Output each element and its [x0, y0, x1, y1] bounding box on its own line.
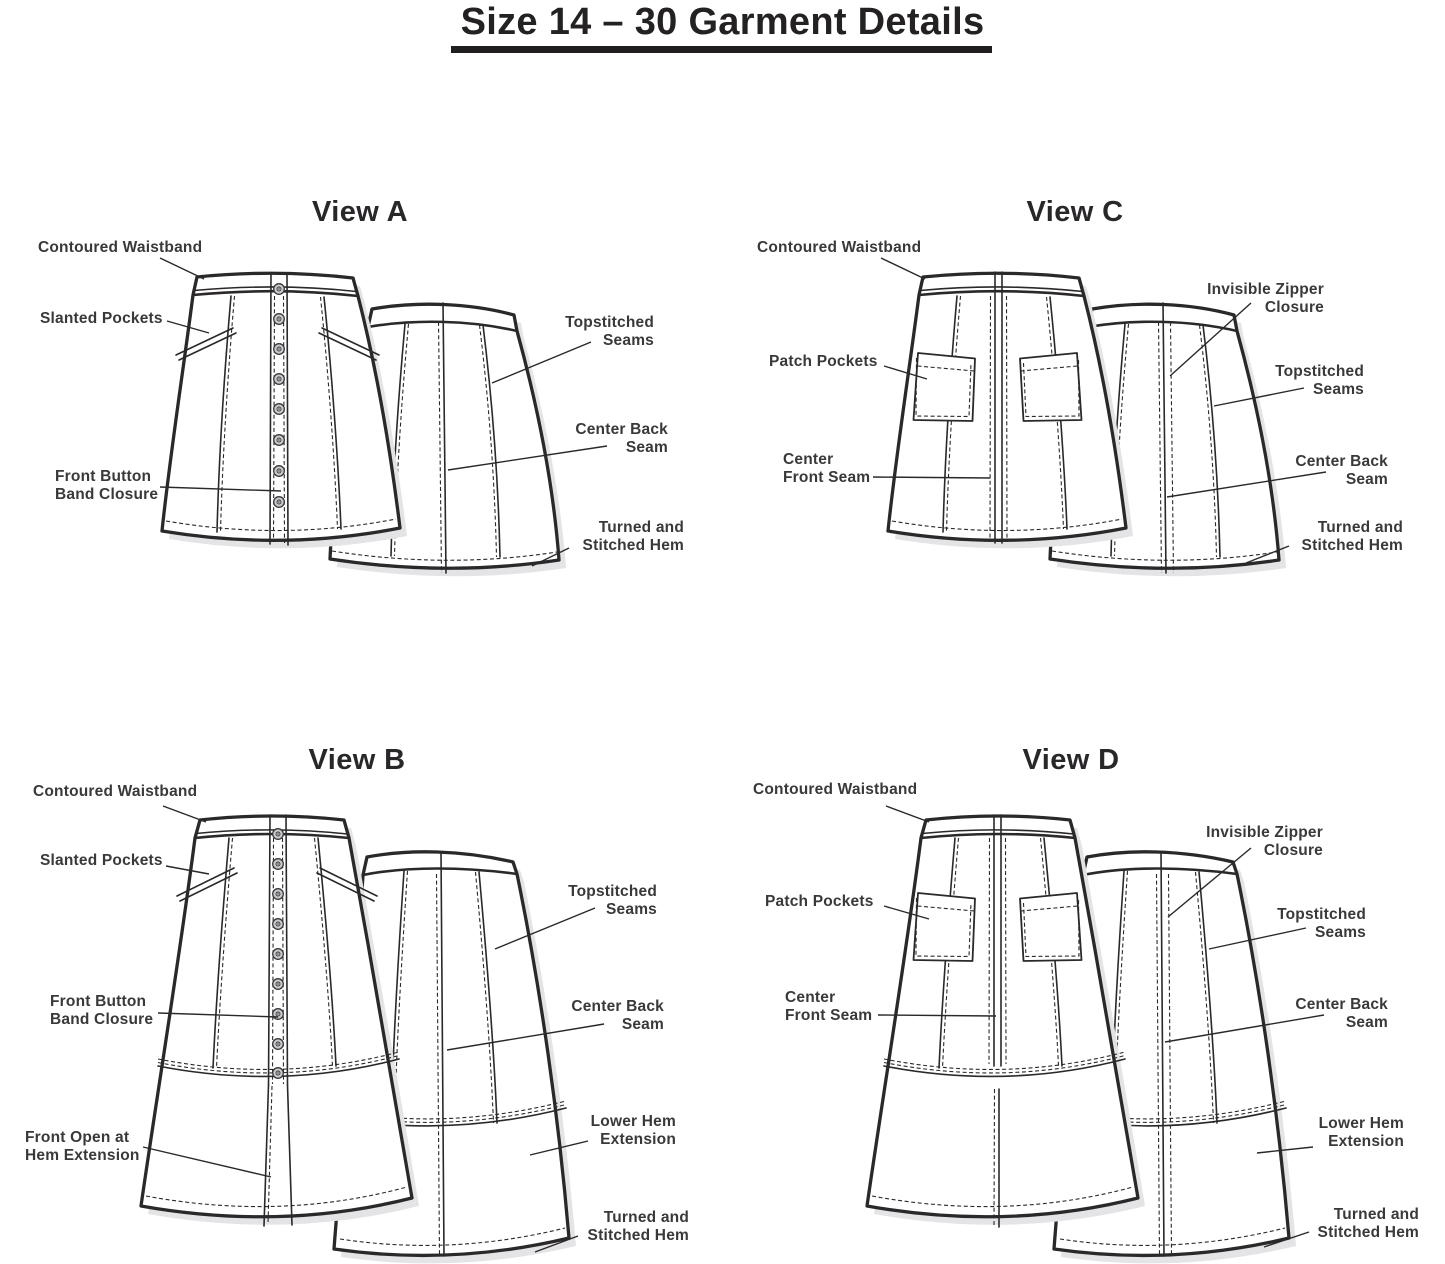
view-a-drawing	[160, 258, 607, 576]
label-contoured-waistband: Contoured Waistband	[33, 783, 198, 800]
label-topstitched-seams: Topstitched Seams	[1277, 906, 1366, 941]
view-c-title: View C	[1026, 196, 1124, 228]
buttons	[273, 829, 284, 1079]
leader-contoured-waistband	[160, 258, 204, 279]
label-turned-stitched-hem: Turned and Stitched Hem	[1301, 519, 1403, 554]
view-a-title: View A	[312, 196, 408, 228]
page-title: Size 14 – 30 Garment Details	[460, 1, 985, 43]
label-contoured-waistband: Contoured Waistband	[753, 781, 918, 798]
label-turned-stitched-hem: Turned and Stitched Hem	[1317, 1206, 1419, 1241]
label-patch-pockets: Patch Pockets	[765, 893, 874, 910]
leader-contoured-waistband	[881, 258, 925, 279]
view-b-drawing	[141, 806, 604, 1263]
label-invisible-zipper: Invisible Zipper Closure	[1207, 281, 1324, 316]
label-contoured-waistband: Contoured Waistband	[38, 239, 203, 256]
view-d-drawing	[867, 806, 1324, 1263]
label-center-back-seam: Center Back Seam	[1295, 996, 1388, 1031]
label-turned-stitched-hem: Turned and Stitched Hem	[587, 1209, 689, 1244]
label-front-button-band: Front Button Band Closure	[50, 993, 154, 1028]
label-invisible-zipper: Invisible Zipper Closure	[1206, 824, 1323, 859]
label-center-back-seam: Center Back Seam	[1295, 453, 1388, 488]
label-lower-hem-extension: Lower Hem Extension	[1318, 1115, 1404, 1150]
patch-pocket-left	[914, 353, 976, 421]
label-front-button-band: Front Button Band Closure	[55, 468, 159, 503]
label-center-front-seam: Center Front Seam	[785, 989, 873, 1024]
leader-center-front-seam	[878, 1015, 996, 1016]
leader-center-front-seam	[873, 477, 990, 478]
label-center-back-seam: Center Back Seam	[575, 421, 668, 456]
patch-pocket-right	[1020, 893, 1082, 961]
view-d-title: View D	[1022, 744, 1120, 776]
label-center-back-seam: Center Back Seam	[571, 998, 664, 1033]
patch-pocket-right	[1020, 353, 1082, 421]
label-center-front-seam: Center Front Seam	[783, 451, 871, 486]
label-front-open-hem: Front Open at Hem Extension	[25, 1129, 140, 1164]
label-lower-hem-extension: Lower Hem Extension	[590, 1113, 676, 1148]
label-topstitched-seams: Topstitched Seams	[565, 314, 654, 349]
label-topstitched-seams: Topstitched Seams	[1275, 363, 1364, 398]
leader-contoured-waistband	[886, 806, 929, 822]
patch-pocket-left	[914, 893, 976, 961]
label-topstitched-seams: Topstitched Seams	[568, 883, 657, 918]
leader-contoured-waistband	[163, 806, 206, 822]
view-b-title: View B	[308, 744, 406, 776]
label-turned-stitched-hem: Turned and Stitched Hem	[582, 519, 684, 554]
label-contoured-waistband: Contoured Waistband	[757, 239, 922, 256]
label-slanted-pockets: Slanted Pockets	[40, 310, 163, 327]
label-patch-pockets: Patch Pockets	[769, 353, 878, 370]
label-slanted-pockets: Slanted Pockets	[40, 852, 163, 869]
